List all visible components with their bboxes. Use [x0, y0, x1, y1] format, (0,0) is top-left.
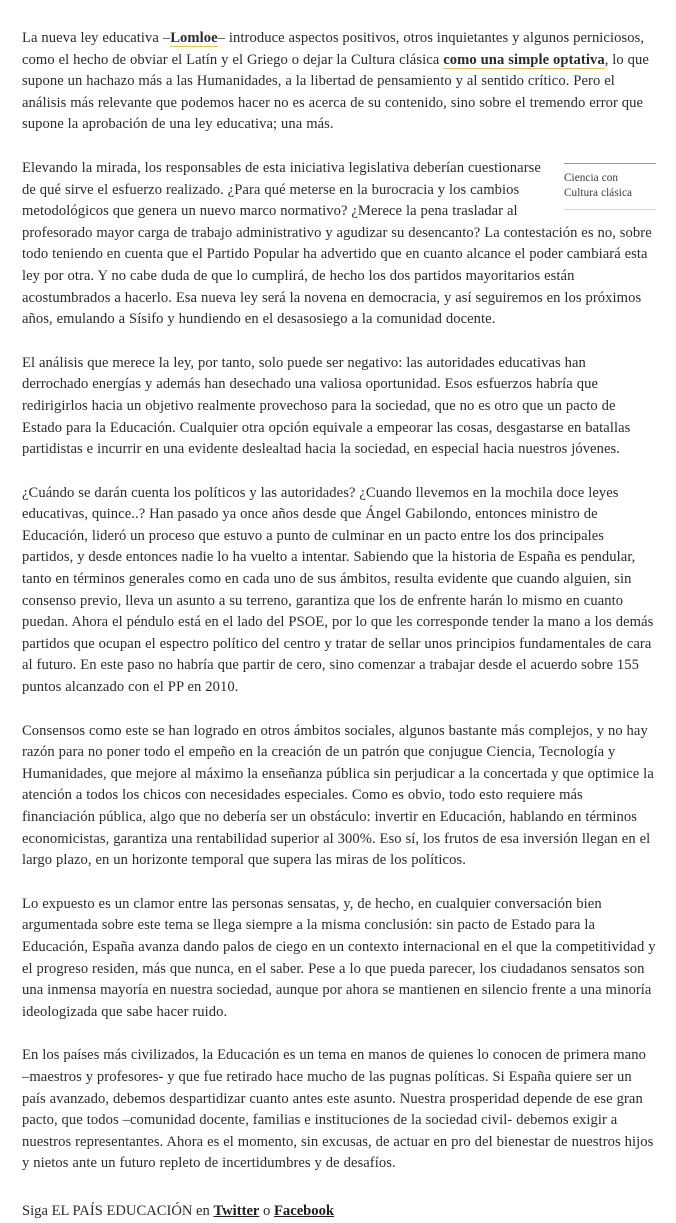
simple-optativa-link[interactable]: como una simple optativa — [443, 51, 605, 68]
paragraph-2-text: Elevando la mirada, los responsables de esta iniciativa legislativa deberían cuestionarse de qué sirve el esfuerzo realizado. ¿Para qué meterse en la burocracia y los cambios metodológicos que genera un nuevo marco normativo? ¿Merece la pena trasladar al profesorado mayor carga de trabajo administrativo y agudizar su desencanto? La contestación es no, sobre todo teniendo en cuenta que el Partido Popular ha advertido que en cuanto alcance el poder cambiará esta ley por otra. Y no cabe duda de que lo cumplirá, de hecho los dos partidos mayoritarios están acostumbrados a hacerlo. Esa nueva ley será la novena en democracia, y así seguiremos en los próximos años, emulando a Sísifo y hundiendo en el desasosiego a la comunidad docente. — [22, 159, 652, 328]
pull-quote-line-1: Ciencia con — [564, 171, 619, 184]
paragraph-1-text-before-lomloe-link: La nueva ley educativa – — [22, 30, 171, 46]
follow-footer-prefix: Siga EL PAÍS EDUCACIÓN en — [22, 1202, 214, 1219]
follow-footer-separator: o — [259, 1202, 274, 1219]
pull-quote-box — [564, 163, 656, 210]
pull-quote-line-2: Cultura clásica — [564, 186, 633, 199]
facebook-link[interactable]: Facebook — [274, 1202, 334, 1219]
paragraph-1 — [22, 28, 656, 136]
paragraph-1-text-after: , lo que supone un hachazo más a las Humanidades, a la libertad de pensamiento y al sentido crítico. Pero el análisis más relevante que podemos hacer no es acerca de su contenido, sino sobre el tremendo error que supone la aprobación de una ley educativa; una más. — [22, 51, 649, 133]
lomloe-link[interactable]: Lomloe — [170, 30, 218, 46]
paragraph-3: El análisis que merece la ley, por tanto, solo puede ser negativo: las autoridades educativas han derrochado energías y además han desechado una valiosa oportunidad. Esos esfuerzos habría que redirigirlos hacia un objetivo realmente provechoso para la sociedad, que no es otro que un pacto de Estado para la Educación. Cualquier otra opción equivale a empeorar las cosas, desgastarse en batallas partidistas e incurrir en una evidente deslealtad hacia la sociedad, en especial hacia nuestros jóvenes. — [22, 354, 631, 458]
article-body — [22, 28, 656, 1223]
paragraph-1-text-middle: – introduce aspectos positivos, otros inquietantes y algunos perniciosos, como el hecho de obviar el Latín y el Griego o dejar la Cultura clásica — [22, 30, 645, 68]
paragraph-5: Consensos como este se han logrado en otros ámbitos sociales, algunos bastante más complejos, y no hay razón para no poner todo el empeño en la creación de un patrón que conjugue Ciencia, Tecnología y Humanidades, que mejore al máximo la enseñanza pública sin perjudicar a la concertada y que optimice la atención a todos los chicos con necesidades especiales. Como es obvio, todo esto requiere más financiación pública, algo que no debería ser un obstáculo: invertir en Educación, hablando en términos economicistas, garantiza una rentabilidad superior al 300%. Eso sí, los frutos de esa inversión llegan en el largo plazo, en un horizonte temporal que supera las miras de los políticos. — [22, 722, 654, 869]
paragraph-4: ¿Cuándo se darán cuenta los políticos y las autoridades? ¿Cuando llevemos en la mochila doce leyes educativas, quince..? Han pasado ya once años desde que Ángel Gabilondo, entonces ministro de Educación, lideró un proceso que estuvo a punto de culminar en un pacto entre los dos principales partidos, y desde entonces nadie lo ha vuelto a intentar. Sabiendo que la historia de España es pendular, tanto en términos generales como en cada uno de sus ámbitos, resulta evidente que cuando alguien, sin consenso previo, lleva un asunto a su terreno, garantiza que los de enfrente harán lo mismo en cuanto puedan. Ahora el péndulo está en el lado del PSOE, por lo que les corresponde tender la mano a los demás partidos que ocupan el espectro político del centro y tratar de sellar unos principios fundamentales de cara al futuro. En este paso no habría que partir de cero, sino comenzar a trabajar desde el acuerdo sobre 155 puntos alcanzado con el PP en 2010. — [22, 484, 654, 696]
follow-footer — [22, 1201, 656, 1223]
twitter-link[interactable]: Twitter — [213, 1202, 260, 1219]
paragraph-7: En los países más civilizados, la Educación es un tema en manos de quienes lo conocen de primera mano –maestros y profesores- y que fue retirado hace mucho de las pugnas políticas. Si España quiere ser un país avanzado, debemos despartidizar cuanto antes este asunto. Nuestra prosperidad depende de ese gran pacto, que todos –comunidad docente, familias e instituciones de la sociedad civil- debemos exigir a nuestros representantes. Ahora es el momento, sin excusas, de actuar en pro del bienestar de nuestros hijos y nietos ante un futuro repleto de incertidumbres y de desafíos. — [22, 1047, 654, 1172]
paragraph-2 — [22, 158, 656, 331]
paragraph-6: Lo expuesto es un clamor entre las personas sensatas, y, de hecho, en cualquier conversación bien argumentada sobre este tema se llega siempre a la misma conclusión: sin pacto de Estado para la Educación, España avanza dando palos de ciego en un contexto internacional en el que la competitividad y el progreso residen, más que nunca, en el saber. Pese a lo que pueda parecer, los ciudadanos sensatos son una inmensa mayoría en nuestra sociedad, aunque por ahora se mantienen en silencio frente a una minoría ideologizada que sabe hacer ruido. — [22, 895, 656, 1020]
